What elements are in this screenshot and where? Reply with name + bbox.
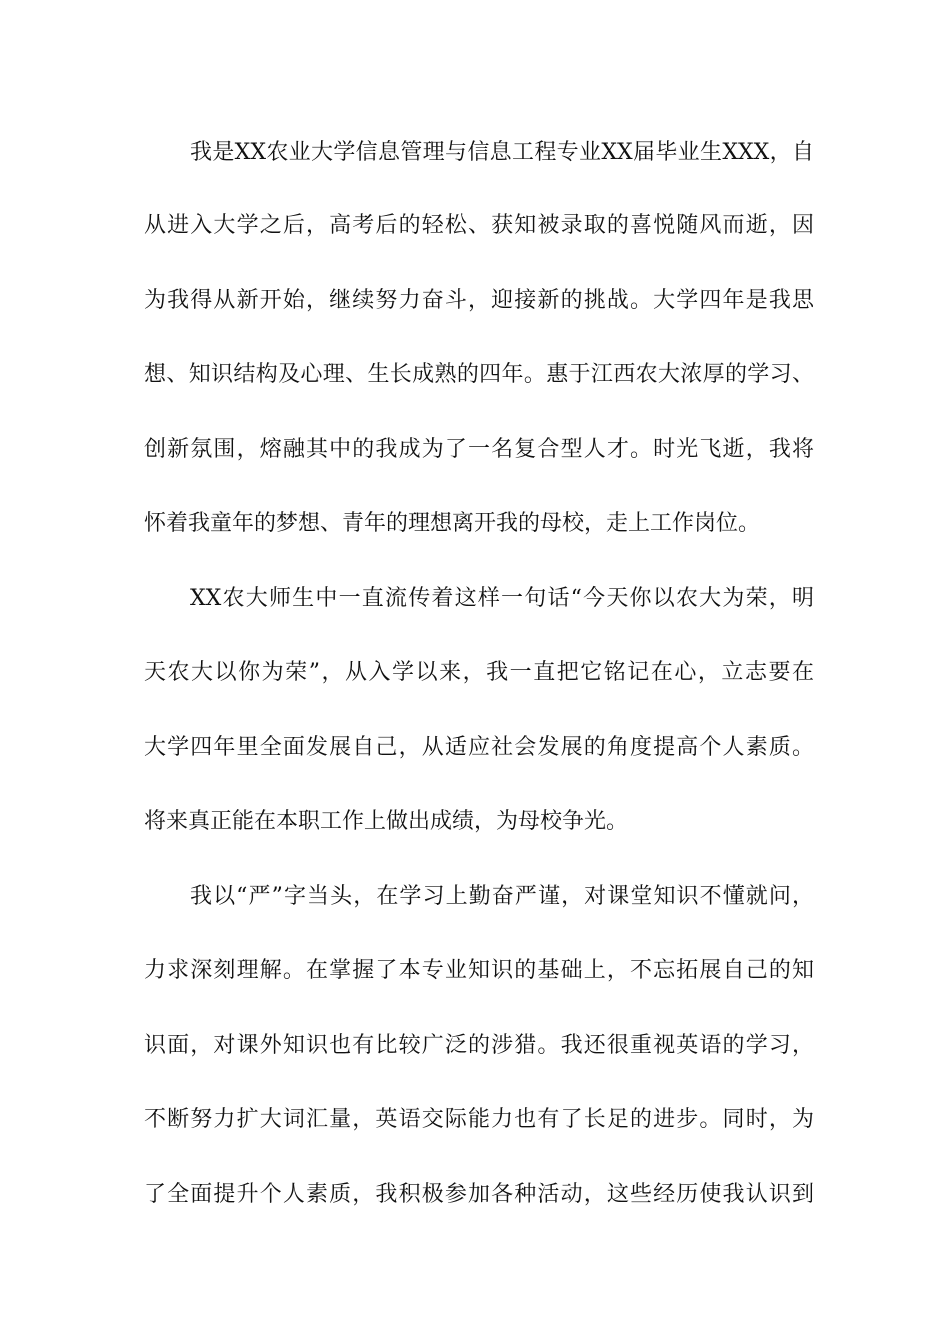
paragraph-1-line-4: 想、知识结构及心理、生长成熟的四年。惠于江西农大浓厚的学习、 bbox=[144, 362, 814, 387]
paragraph-2-line-3: 大学四年里全面发展自己，从适应社会发展的角度提高个人素质。 bbox=[144, 735, 814, 760]
paragraph-3-line-3: 识面，对课外知识也有比较广泛的涉猎。我还很重视英语的学习， bbox=[144, 1033, 814, 1058]
paragraph-2-line-2: 天农大以你为荣”，从入学以来，我一直把它铭记在心，立志要在 bbox=[144, 660, 814, 685]
paragraph-3-line-2: 力求深刻理解。在掌握了本专业知识的基础上，不忘拓展自己的知 bbox=[144, 958, 814, 983]
paragraph-3-line-1: 我以“严”字当头，在学习上勤奋严谨，对课堂知识不懂就问， bbox=[190, 884, 814, 909]
paragraph-1-line-6: 怀着我童年的梦想、青年的理想离开我的母校，走上工作岗位。 bbox=[144, 511, 761, 536]
paragraph-3-line-4: 不断努力扩大词汇量，英语交际能力也有了长足的进步。同时，为 bbox=[144, 1107, 814, 1132]
paragraph-3-line-5: 了全面提升个人素质，我积极参加各种活动，这些经历使我认识到 bbox=[144, 1182, 814, 1207]
paragraph-2-line-4: 将来真正能在本职工作上做出成绩，为母校争光。 bbox=[144, 809, 629, 834]
paragraph-1-line-3: 为我得从新开始，继续努力奋斗，迎接新的挑战。大学四年是我思 bbox=[144, 288, 814, 313]
paragraph-1-line-1: 我是XX农业大学信息管理与信息工程专业XX届毕业生XXX，自 bbox=[190, 140, 814, 165]
paragraph-1-line-5: 创新氛围，熔融其中的我成为了一名复合型人才。时光飞逝，我将 bbox=[144, 437, 814, 462]
paragraph-2-line-1: XX农大师生中一直流传着这样一句话“今天你以农大为荣，明 bbox=[190, 586, 814, 611]
paragraph-1-line-2: 从进入大学之后，高考后的轻松、获知被录取的喜悦随风而逝，因 bbox=[144, 213, 814, 238]
